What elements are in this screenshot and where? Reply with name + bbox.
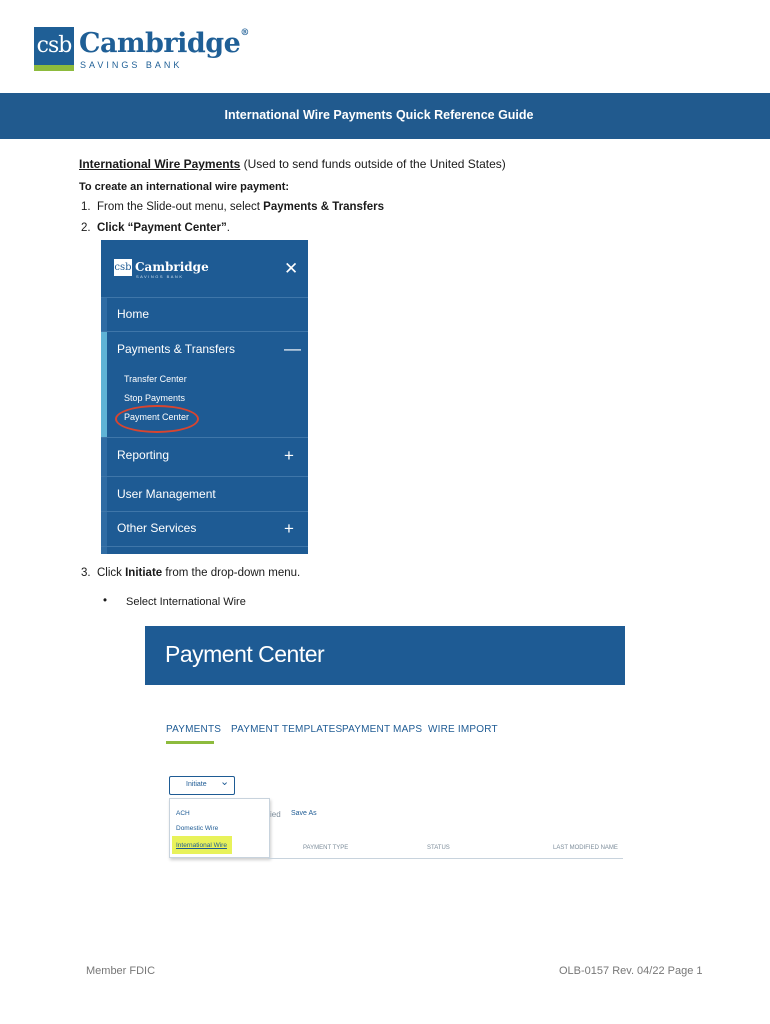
bullet-text: Select International Wire [126, 596, 246, 608]
page-title: International Wire Payments Quick Reference Guide [224, 108, 534, 122]
expand-icon[interactable]: + [284, 519, 294, 538]
menu-item-user-management[interactable]: User Management [117, 487, 216, 501]
menu-subitem-transfer-center[interactable]: Transfer Center [124, 374, 187, 384]
menu-logo-name: Cambridge [135, 260, 209, 274]
bullet-icon: • [103, 595, 108, 607]
tab-payment-templates[interactable]: PAYMENT TEMPLATES [231, 724, 343, 735]
menu-accent-home [101, 297, 107, 331]
menu-item-home[interactable]: Home [117, 307, 150, 321]
partial-text: ied [270, 810, 281, 819]
tab-payments[interactable]: PAYMENTS [166, 724, 222, 735]
menu-item-payments-transfers[interactable]: Payments & Transfers [117, 342, 236, 356]
chevron-down-icon[interactable]: ⌄ [220, 776, 230, 788]
step-1: 1. From the Slide-out menu, select Payments & Transfers [81, 201, 384, 213]
dropdown-option-domestic-wire[interactable]: Domestic Wire [176, 825, 219, 832]
menu-item-other-services[interactable]: Other Services [117, 521, 197, 535]
menu-logo-subtitle: SAVINGS BANK [136, 274, 184, 279]
menu-accent-active [101, 331, 107, 437]
intro-heading: International Wire Payments (Used to send funds outside of the United States) [79, 157, 506, 171]
menu-item-reporting[interactable]: Reporting [117, 448, 170, 462]
slide-out-menu-screenshot [101, 240, 308, 554]
logo-mark: csb [34, 27, 74, 65]
column-header-status: STATUS [427, 845, 450, 851]
dropdown-option-ach[interactable]: ACH [176, 810, 190, 817]
step-3: 3. Click Initiate from the drop-down menu. [81, 567, 301, 579]
footer-revision: OLB-0157 Rev. 04/22 Page 1 [559, 965, 703, 977]
menu-subitem-stop-payments[interactable]: Stop Payments [124, 393, 186, 403]
menu-divider [101, 546, 308, 547]
menu-accent-lower [101, 437, 107, 554]
menu-logo-mark: csb [114, 259, 132, 276]
menu-divider [101, 476, 308, 477]
table-divider [268, 858, 623, 859]
dropdown-option-international-wire[interactable]: International Wire [176, 842, 227, 849]
collapse-icon[interactable]: — [284, 339, 301, 358]
column-header-last-modified-name: LAST MODIFIED NAME [553, 845, 618, 851]
tab-payment-maps[interactable]: PAYMENT MAPS [342, 724, 423, 735]
menu-divider [101, 297, 308, 298]
logo-name: Cambridge® [79, 28, 249, 59]
menu-subitem-payment-center[interactable]: Payment Center [124, 412, 190, 422]
menu-divider [101, 331, 308, 332]
logo-accent-bar [34, 65, 74, 71]
column-header-payment-type: PAYMENT TYPE [303, 845, 349, 851]
payment-center-title: Payment Center [165, 641, 325, 667]
close-icon[interactable]: ✕ [284, 259, 299, 278]
menu-divider [101, 511, 308, 512]
menu-divider [101, 437, 308, 438]
logo-subtitle: SAVINGS BANK [80, 60, 183, 70]
expand-icon[interactable]: + [284, 446, 294, 465]
active-tab-underline [166, 741, 214, 744]
save-as-link[interactable]: Save As [291, 810, 317, 817]
highlight-circle [115, 405, 199, 433]
intro-subheading: To create an international wire payment: [79, 181, 290, 193]
step-2: 2. Click “Payment Center”. [81, 222, 230, 234]
footer-member-fdic: Member FDIC [86, 965, 156, 977]
initiate-dropdown-label: Initiate [186, 781, 207, 788]
tab-wire-import[interactable]: WIRE IMPORT [428, 724, 498, 735]
